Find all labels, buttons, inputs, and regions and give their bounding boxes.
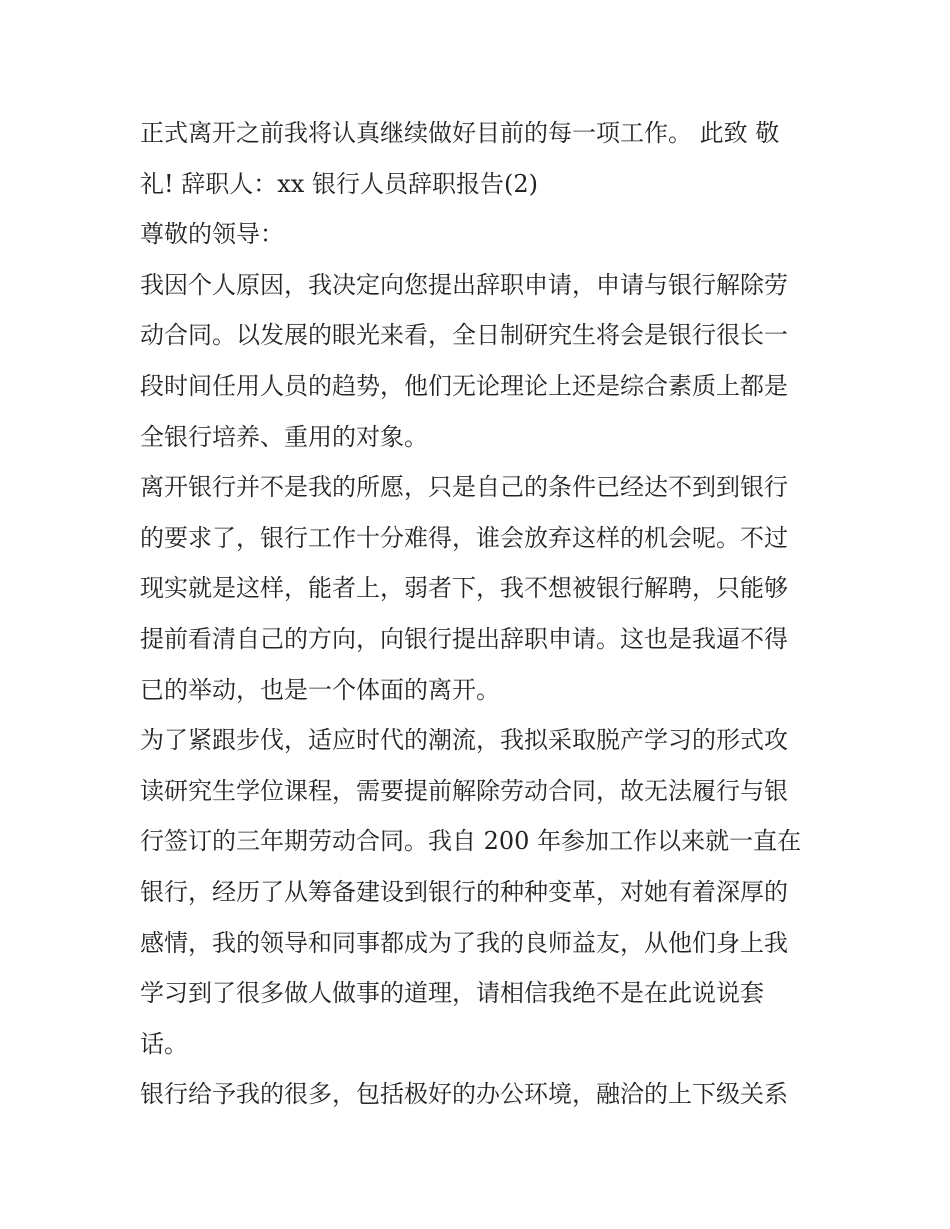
text-line: 现实就是这样，能者上，弱者下，我不想被银行解聘，只能够 bbox=[140, 574, 788, 603]
text-line: 银行，经历了从筹备建设到银行的种种变革，对她有着深厚的 bbox=[140, 877, 788, 906]
text-line: 离开银行并不是我的所愿，只是自己的条件已经达不到到银行 bbox=[140, 473, 788, 502]
text-line: 感情，我的领导和同事都成为了我的良师益友，从他们身上我 bbox=[140, 928, 788, 957]
text-line: 为了紧跟步伐，适应时代的潮流，我拟采取脱产学习的形式攻 bbox=[140, 726, 788, 755]
text-line: 我因个人原因，我决定向您提出辞职申请，申请与银行解除劳 bbox=[140, 270, 788, 299]
text-line: 银行给予我的很多，包括极好的办公环境，融洽的上下级关系 bbox=[140, 1080, 788, 1109]
text-line: 全银行培养、重用的对象。 bbox=[140, 422, 428, 451]
document-body bbox=[140, 108, 820, 1120]
salutation: 尊敬的领导： bbox=[140, 220, 284, 249]
text-line: 的要求了，银行工作十分难得，谁会放弃这样的机会呢。不过 bbox=[140, 523, 788, 552]
text-line: 学习到了很多做人做事的道理，请相信我绝不是在此说说套 bbox=[140, 979, 764, 1008]
text-line: 正式离开之前我将认真继续做好目前的每一项工作。 此致 敬 bbox=[140, 119, 780, 147]
text-line: 礼! 辞职人：xx 银行人员辞职报告(2) bbox=[140, 169, 538, 198]
text-line: 已的举动，也是一个体面的离开。 bbox=[140, 675, 500, 704]
text-line: 读研究生学位课程，需要提前解除劳动合同，故无法履行与银 bbox=[140, 776, 788, 805]
text-line: 行签订的三年期劳动合同。我自 200 年参加工作以来就一直在 bbox=[140, 827, 802, 856]
text-line: 段时间任用人员的趋势，他们无论理论上还是综合素质上都是 bbox=[140, 371, 788, 400]
text-line: 动合同。以发展的眼光来看，全日制研究生将会是银行很长一 bbox=[140, 321, 788, 350]
text-line: 提前看清自己的方向，向银行提出辞职申请。这也是我逼不得 bbox=[140, 624, 788, 653]
text-line: 话。 bbox=[140, 1029, 188, 1058]
